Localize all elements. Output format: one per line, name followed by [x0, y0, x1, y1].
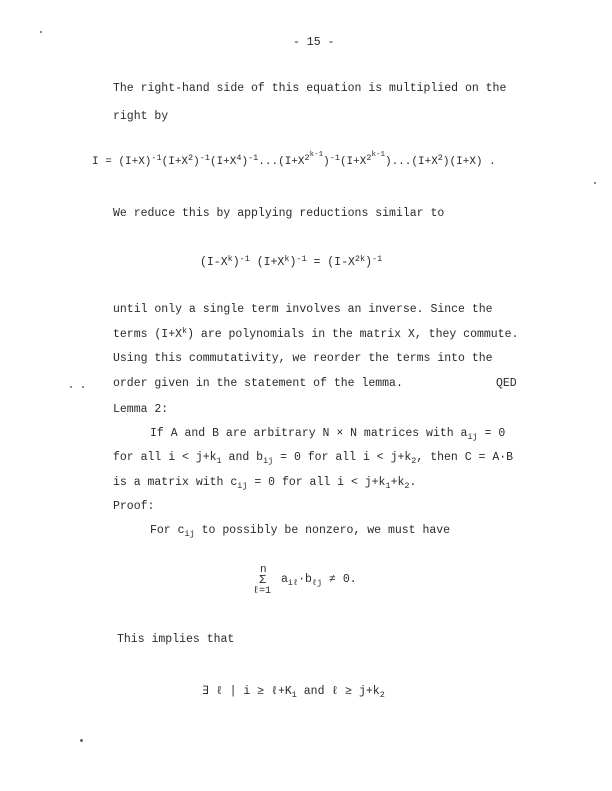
para-line-4: order given in the statement of the lemma. [113, 377, 403, 390]
proof-line-1 [150, 524, 450, 537]
lemma-sub: 1 [385, 480, 391, 491]
lemma-text: = 0 for all i < j+k [273, 451, 412, 464]
eq1-ellipsis: ... [391, 156, 412, 168]
eq1-term: (I+X [278, 156, 305, 168]
lemma-text: = 0 [477, 427, 506, 440]
margin-speck [40, 31, 42, 33]
eq2-term: ) [232, 256, 240, 269]
sum-sub: ℓj [311, 577, 323, 588]
margin-speck [82, 386, 84, 388]
reduce-line: We reduce this by applying reductions similar to [113, 207, 445, 220]
eq2-exp: k [284, 253, 290, 264]
eq2-term: ) [289, 256, 297, 269]
eq3-sub: 2 [379, 689, 385, 700]
eq3-geq: ≥ [345, 685, 353, 698]
eq3-text: ∃ ℓ | i [202, 685, 258, 698]
equation-exists [202, 683, 385, 698]
proof-sub: ij [184, 528, 195, 539]
sum-text: ·b [298, 573, 312, 586]
eq2-term: ) [365, 256, 372, 269]
qed-mark: QED [496, 377, 517, 390]
eq1-term: (I+X [209, 156, 237, 168]
para-line-1: until only a single term involves an inverse. Since the [113, 303, 493, 316]
eq2-term: (I+X [249, 256, 285, 269]
lemma-title: Lemma 2: [113, 403, 169, 416]
eq2-term: (I-X [327, 256, 355, 269]
eq3-sub: 1 [291, 689, 297, 700]
margin-speck [594, 182, 596, 184]
lemma-line-3 [113, 476, 416, 489]
lemma-sub: ij [263, 455, 274, 466]
eq2-equals: = [306, 256, 328, 269]
proof-title: Proof: [113, 500, 155, 513]
sum-sub: iℓ [287, 577, 299, 588]
summation-sigma: Σ [259, 573, 267, 587]
eq3-text: and ℓ [296, 685, 346, 698]
eq2-exp: -1 [239, 253, 250, 264]
eq1-term: ) [442, 156, 450, 168]
para-text: ) are polynomials in the matrix X, they commute. [187, 328, 519, 341]
eq2-exp: k [227, 253, 233, 264]
eq1-term: ) [241, 156, 249, 168]
lemma-text: for all i < j+k [113, 451, 217, 464]
eq1-end: . [482, 156, 496, 168]
eq1-exp: 2 [188, 152, 194, 163]
proof-text: For c [150, 524, 185, 537]
intro-line-2: right by [113, 110, 169, 123]
page-number: - 15 - [293, 36, 335, 49]
eq1-exp: 4 [236, 152, 242, 163]
lemma-text: and b [221, 451, 264, 464]
eq1-exp-top: k-1 [371, 151, 385, 160]
lemma-text: If A and B are arbitrary N × N matrices with a [150, 427, 468, 440]
summation-upper: n [260, 564, 267, 576]
eq2-exp: -1 [372, 253, 383, 264]
eq1-exp: -1 [329, 152, 340, 163]
eq3-geq: ≥ [257, 685, 265, 698]
para-exp: k [182, 325, 188, 336]
eq1-exp: 2 [437, 152, 443, 163]
eq1-exp-top: k-1 [309, 151, 324, 160]
equation-reduction [200, 253, 383, 269]
lemma-sub: ij [237, 480, 248, 491]
proof-text: to possibly be nonzero, we must have [194, 524, 451, 537]
eq1-term: (I+X [161, 156, 189, 168]
sum-text: ≠ 0. [322, 573, 357, 586]
lemma-sub: 2 [404, 480, 410, 491]
eq1-term: (I+X [411, 156, 438, 168]
intro-line-1: The right-hand side of this equation is multiplied on the [113, 82, 507, 95]
implies-line: This implies that [117, 633, 235, 646]
eq1-exp: -1 [151, 152, 162, 163]
eq1-term: ) [193, 156, 200, 168]
eq1-term: (I+X) [118, 156, 152, 168]
lemma-line-1 [150, 427, 505, 440]
eq1-term: ) [323, 156, 330, 168]
para-text: terms (I+X [113, 328, 183, 341]
para-line-2 [113, 325, 519, 341]
summation-lower: ℓ=1 [253, 586, 272, 597]
eq2-term: (I-X [200, 256, 228, 269]
lemma-text: = 0 for all i < j+k [247, 476, 386, 489]
sum-text: a [281, 573, 288, 586]
lemma-text: +k [390, 476, 405, 489]
lemma-sub: 2 [411, 455, 417, 466]
lemma-sub: 1 [216, 455, 222, 466]
eq1-exp: -1 [199, 152, 210, 163]
eq3-text: ℓ+K [264, 685, 292, 698]
eq3-text: j+k [352, 685, 380, 698]
eq1-term: (I+X) [449, 156, 483, 168]
equation-product [92, 151, 496, 168]
summation-expression [281, 573, 357, 586]
margin-speck [70, 386, 72, 388]
margin-speck [80, 739, 83, 742]
lemma-sub: ij [467, 431, 478, 442]
eq1-exp: -1 [248, 152, 259, 163]
eq2-exp: 2k [354, 253, 366, 264]
eq1-exp-base: 2 [304, 152, 310, 163]
eq2-exp: -1 [296, 253, 307, 264]
para-line-3: Using this commutativity, we reorder the terms into the [113, 352, 493, 365]
eq1-ellipsis: ... [258, 156, 279, 168]
lemma-text: , then C = A·B [416, 451, 514, 464]
lemma-text: . [409, 476, 417, 489]
lemma-line-2 [113, 451, 513, 464]
lemma-text: is a matrix with c [113, 476, 238, 489]
eq1-term: ) [384, 156, 392, 168]
eq1-exp-base: 2 [366, 152, 372, 163]
eq1-lead: I = [92, 156, 119, 168]
eq1-term: (I+X [339, 156, 367, 168]
